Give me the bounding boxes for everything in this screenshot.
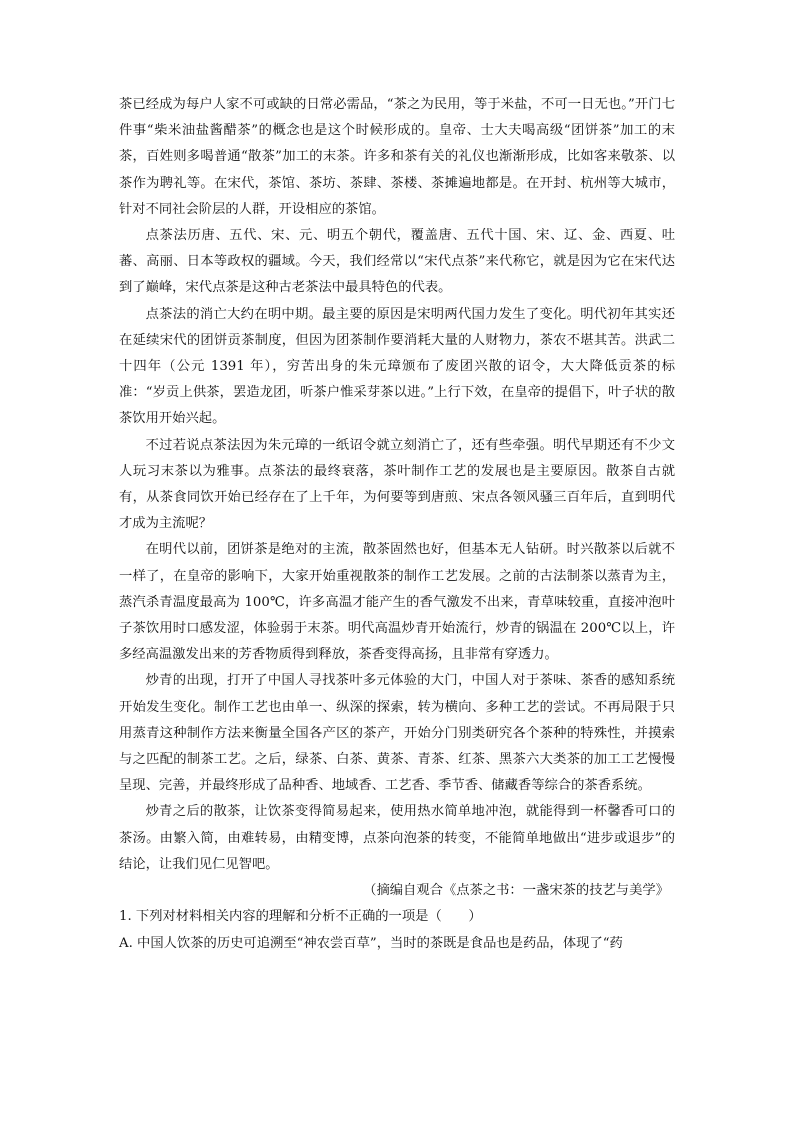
paragraph-2: 点茶法历唐、五代、宋、元、明五个朝代，覆盖唐、五代十国、宋、辽、金、西夏、吐蕃、高丽、日本等政权的疆域。今天，我们经常以“宋代点茶”来代称它，就是因为它在宋代达到了巅峰，宋代点茶是这种古老茶法中最具特色的代表。 xyxy=(119,228,675,296)
paragraph-6: 炒青的出现，打开了中国人寻找茶叶多元体验的大门，中国人对于茶味、茶香的感知系统开始发生变化。制作工艺也由单一、纵深的探索，转为横向、多种工艺的尝试。不再局限于只用蒸青这种制作方法来衡量全国各产区的茶产，开始分门别类研究各个茶种的特殊性，并摸索与之匹配的制茶工艺。之后，绿茶、白茶、黄茶、青茶、红茶、黑茶六大类茶的加工工艺慢慢呈现、完善，并最终形成了品种香、地域香、工艺香、季节香、储藏香等综合的茶香系统。 xyxy=(119,673,675,794)
question-stem: 1. 下列对材料相关内容的理解和分析不正确的一项是（ ） xyxy=(119,909,482,925)
paragraph-4: 不过若说点茶法因为朱元璋的一纸诏令就立刻消亡了，还有些牵强。明代早期还有不少文人玩习末茶以为雅事。点茶法的最终衰落，茶叶制作工艺的发展也是主要原因。散茶自古就有，从茶食同饮开始已经存在了上千年，为何要等到唐煎、宋点各领风骚三百年后，直到明代才成为主流呢？ xyxy=(119,437,675,532)
paragraph-5: 在明代以前，团饼茶是绝对的主流，散茶固然也好，但基本无人钻研。时兴散茶以后就不一样了，在皇帝的影响下，大家开始重视散茶的制作工艺发展。之前的古法制茶以蒸青为主，蒸汽杀青温度最高为 100℃，许多高温才能产生的香气激发不出来，青草味较重，直接冲泡叶子茶饮用时口感发涩，体验弱于末茶。明代高温炒青开始流行，炒青的锅温在 200℃以上，许多经高温激发出来的芳香物质得到释放，茶香变得高扬，且非常有穿透力。 xyxy=(119,542,675,663)
paragraph-3: 点茶法的消亡大约在明中期。最主要的原因是宋明两代国力发生了变化。明代初年其实还在延续宋代的团饼贡茶制度，但因为团茶制作要消耗大量的人财物力，茶农不堪其苦。洪武二十四年（公元 1391 年），穷苦出身的朱元璋颁布了废团兴散的诏令，大大降低贡茶的标准：“岁贡上供茶，罢造龙团，听茶户惟采芽茶以进。”上行下效，在皇帝的提倡下，叶子状的散茶饮用开始兴起。 xyxy=(119,306,675,427)
source-citation: （摘编自观合《点茶之书：一盏宋茶的技艺与美学》 xyxy=(363,883,669,899)
paragraph-1: 茶已经成为每户人家不可或缺的日常必需品，“茶之为民用，等于米盐，不可一日无也。”开门七件事“柴米油盐酱醋茶”的概念也是这个时候形成的。皇帝、士大夫喝高级“团饼茶”加工的末茶，百姓则多喝普通“散茶”加工的末茶。许多和茶有关的礼仪也渐渐形成，比如客来敬茶、以茶作为聘礼等。在宋代，茶馆、茶坊、茶肆、茶楼、茶摊遍地都是。在开封、杭州等大城市，针对不同社会阶层的人群，开设相应的茶馆。 xyxy=(119,97,675,217)
paragraph-7: 炒青之后的散茶，让饮茶变得简易起来，使用热水简单地冲泡，就能得到一杯馨香可口的茶汤。由繁入简，由难转易，由精变博，点茶向泡茶的转变，不能简单地做出“进步或退步”的结论，让我们见仁见智吧。 xyxy=(119,804,675,872)
question-option-a: A. 中国人饮茶的历史可追溯至“神农尝百草”，当时的茶既是食品也是药品，体现了“药 xyxy=(119,935,623,951)
article-body xyxy=(119,92,675,957)
